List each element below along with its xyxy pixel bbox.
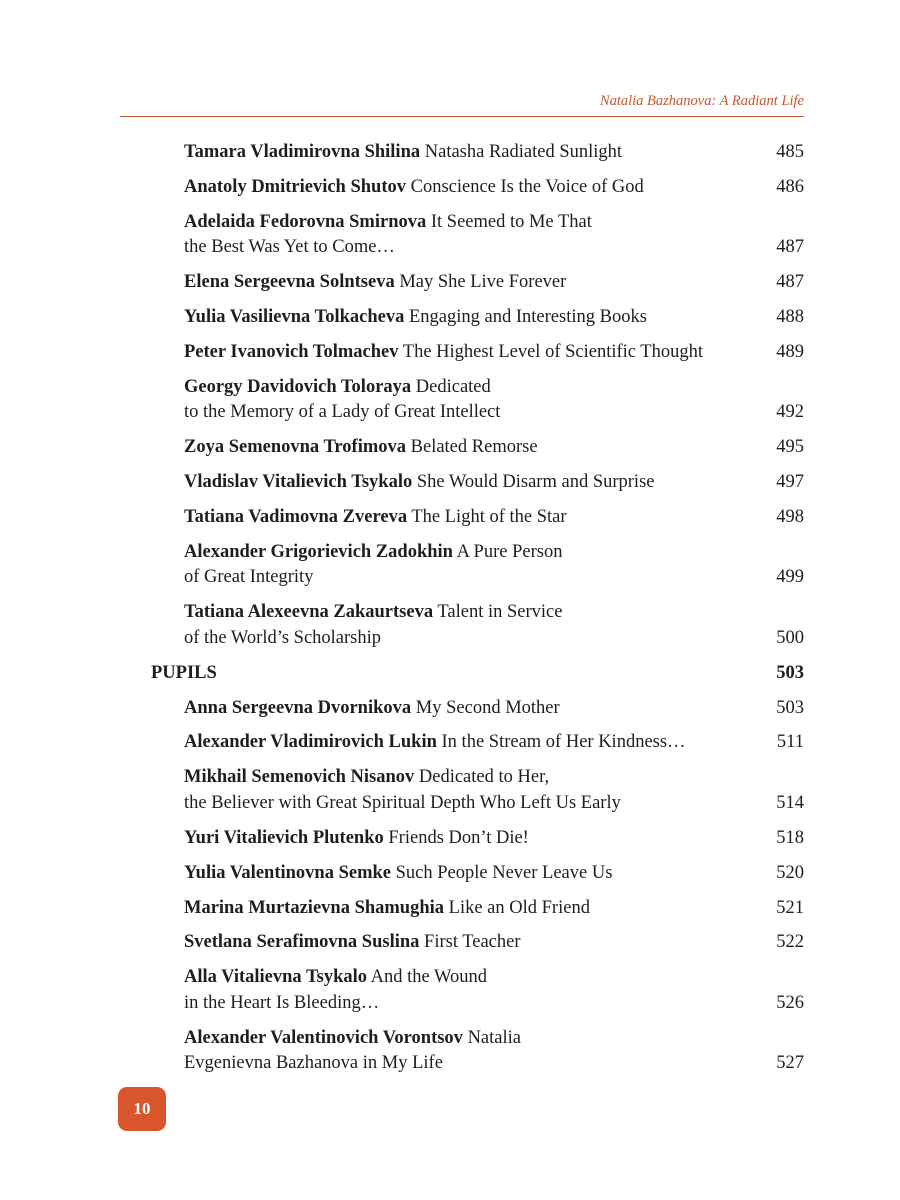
entry-page-number: 497 (776, 472, 804, 493)
entry-text (184, 540, 744, 591)
entry-author: Yuri Vitalievich Plutenko (184, 827, 384, 848)
entry-title-continued: in the Heart Is Bleeding… (184, 992, 380, 1013)
entry-page-number: 500 (776, 627, 804, 648)
entry-author: Anatoly Dmitrievich Shutov (184, 176, 406, 197)
toc-entry[interactable] (120, 270, 804, 296)
entry-page-number: 486 (776, 176, 804, 197)
entry-text (184, 861, 744, 887)
entry-title: Belated Remorse (410, 437, 538, 458)
toc-entry[interactable] (120, 340, 804, 366)
entry-text (184, 435, 744, 461)
toc-entry[interactable] (120, 175, 804, 201)
toc-group-contributors (120, 140, 804, 651)
entry-page-number: 527 (776, 1053, 804, 1074)
entry-author: Svetlana Serafimovna Suslina (184, 932, 420, 953)
toc-entry[interactable] (120, 505, 804, 531)
entry-page-number: 488 (776, 307, 804, 328)
entry-author: Yulia Valentinovna Semke (184, 862, 391, 883)
entry-page-number: 499 (776, 567, 804, 588)
toc-group-pupils (120, 696, 804, 1077)
entry-text (184, 375, 744, 426)
entry-text (184, 765, 744, 816)
entry-page-number: 520 (776, 862, 804, 883)
toc-entry[interactable] (120, 470, 804, 496)
entry-title: Talent in Service (437, 602, 563, 623)
entry-text (184, 175, 744, 201)
toc-entry[interactable] (120, 210, 804, 261)
entry-title: The Light of the Star (411, 507, 567, 528)
entry-author: Tamara Vladimirovna Shilina (184, 142, 421, 162)
entry-title: Such People Never Leave Us (395, 862, 613, 883)
toc-entry[interactable] (120, 540, 804, 591)
entry-text (184, 965, 744, 1016)
entry-title: The Highest Level of Scientific Thought (402, 341, 703, 362)
entry-page-number: 514 (776, 792, 804, 813)
toc-entry[interactable] (120, 1026, 804, 1077)
toc-section-heading[interactable] (120, 661, 804, 687)
toc-entry[interactable] (120, 435, 804, 461)
entry-title: A Pure Person (456, 541, 563, 562)
entry-text (184, 730, 744, 756)
entry-text (184, 1026, 744, 1077)
entry-title-continued: to the Memory of a Lady of Great Intellect (184, 402, 501, 423)
page-number-badge: 10 (118, 1087, 166, 1131)
entry-page-number: 498 (776, 507, 804, 528)
entry-author: Alexander Grigorievich Zadokhin (184, 541, 453, 562)
entry-author: Tatiana Vadimovna Zvereva (184, 507, 408, 528)
toc-entry[interactable] (120, 765, 804, 816)
entry-title-continued: of the World’s Scholarship (184, 627, 382, 648)
entry-title-continued: of Great Integrity (184, 567, 314, 588)
entry-title: First Teacher (424, 932, 521, 953)
entry-page-number: 492 (776, 402, 804, 423)
entry-author: Vladislav Vitalievich Tsykalo (184, 472, 413, 493)
entry-page-number: 518 (776, 827, 804, 848)
entry-title-continued: the Best Was Yet to Come… (184, 237, 395, 258)
entry-title-continued: Evgenievna Bazhanova in My Life (184, 1053, 443, 1074)
toc-entry[interactable] (120, 375, 804, 426)
entry-text (184, 270, 744, 296)
entry-page-number: 487 (776, 272, 804, 293)
entry-title: She Would Disarm and Surprise (416, 472, 655, 493)
running-head: Natalia Bazhanova: A Radiant Life (599, 93, 804, 109)
entry-text (184, 340, 744, 366)
entry-title: And the Wound (370, 967, 487, 988)
entry-title: Natalia (467, 1027, 521, 1048)
toc-entry[interactable] (120, 896, 804, 922)
section-page-number: 503 (776, 662, 804, 683)
entry-author: Georgy Davidovich Toloraya (184, 376, 412, 397)
toc-entry[interactable] (120, 730, 804, 756)
entry-title: My Second Mother (415, 697, 560, 718)
entry-title: Dedicated to Her, (418, 767, 550, 788)
entry-author: Alla Vitalievna Tsykalo (184, 967, 367, 988)
entry-page-number: 521 (776, 897, 804, 918)
toc-entry[interactable] (120, 861, 804, 887)
entry-text (184, 140, 744, 166)
toc-entry[interactable] (120, 826, 804, 852)
entry-page-number: 511 (776, 732, 804, 753)
toc-entry[interactable] (120, 965, 804, 1016)
entry-text (184, 210, 744, 261)
entry-author: Zoya Semenovna Trofimova (184, 437, 407, 458)
toc-entry[interactable] (120, 140, 804, 166)
header-rule (120, 116, 804, 117)
toc-entry[interactable] (120, 696, 804, 722)
toc-entry[interactable] (120, 930, 804, 956)
toc-entry[interactable] (120, 305, 804, 331)
entry-author: Mikhail Semenovich Nisanov (184, 767, 415, 788)
entry-title: Engaging and Interesting Books (409, 307, 647, 328)
entry-title: Natasha Radiated Sunlight (424, 142, 623, 162)
entry-page-number: 495 (776, 437, 804, 458)
entry-text (184, 826, 744, 852)
entry-title: It Seemed to Me That (430, 211, 592, 232)
entry-page-number: 485 (776, 142, 804, 162)
entry-page-number: 489 (776, 341, 804, 362)
entry-author: Anna Sergeevna Dvornikova (184, 697, 412, 718)
entry-title: Dedicated (415, 376, 491, 397)
entry-page-number: 526 (776, 992, 804, 1013)
entry-page-number: 522 (776, 932, 804, 953)
entry-author: Tatiana Alexeevna Zakaurtseva (184, 602, 434, 623)
table-of-contents (120, 140, 804, 1086)
entry-text (184, 930, 744, 956)
entry-author: Peter Ivanovich Tolmachev (184, 341, 399, 362)
section-label: PUPILS (151, 662, 217, 683)
entry-title: Like an Old Friend (448, 897, 590, 918)
entry-page-number: 487 (776, 237, 804, 258)
entry-text (184, 470, 744, 496)
entry-text (184, 896, 744, 922)
entry-text (184, 696, 744, 722)
entry-author: Adelaida Fedorovna Smirnova (184, 211, 427, 232)
entry-author: Alexander Valentinovich Vorontsov (184, 1027, 463, 1048)
entry-text (184, 600, 744, 651)
entry-title: In the Stream of Her Kindness… (441, 732, 686, 753)
entry-author: Yulia Vasilievna Tolkacheva (184, 307, 405, 328)
entry-text (184, 305, 744, 331)
entry-title: May She Live Forever (399, 272, 567, 293)
entry-author: Marina Murtazievna Shamughia (184, 897, 445, 918)
entry-title-continued: the Believer with Great Spiritual Depth Who Left Us Early (184, 792, 621, 813)
entry-text (184, 505, 744, 531)
entry-author: Alexander Vladimirovich Lukin (184, 732, 437, 753)
entry-page-number: 503 (776, 697, 804, 718)
entry-title: Conscience Is the Voice of God (410, 176, 644, 197)
toc-entry[interactable] (120, 600, 804, 651)
entry-author: Elena Sergeevna Solntseva (184, 272, 395, 293)
entry-title: Friends Don’t Die! (388, 827, 529, 848)
